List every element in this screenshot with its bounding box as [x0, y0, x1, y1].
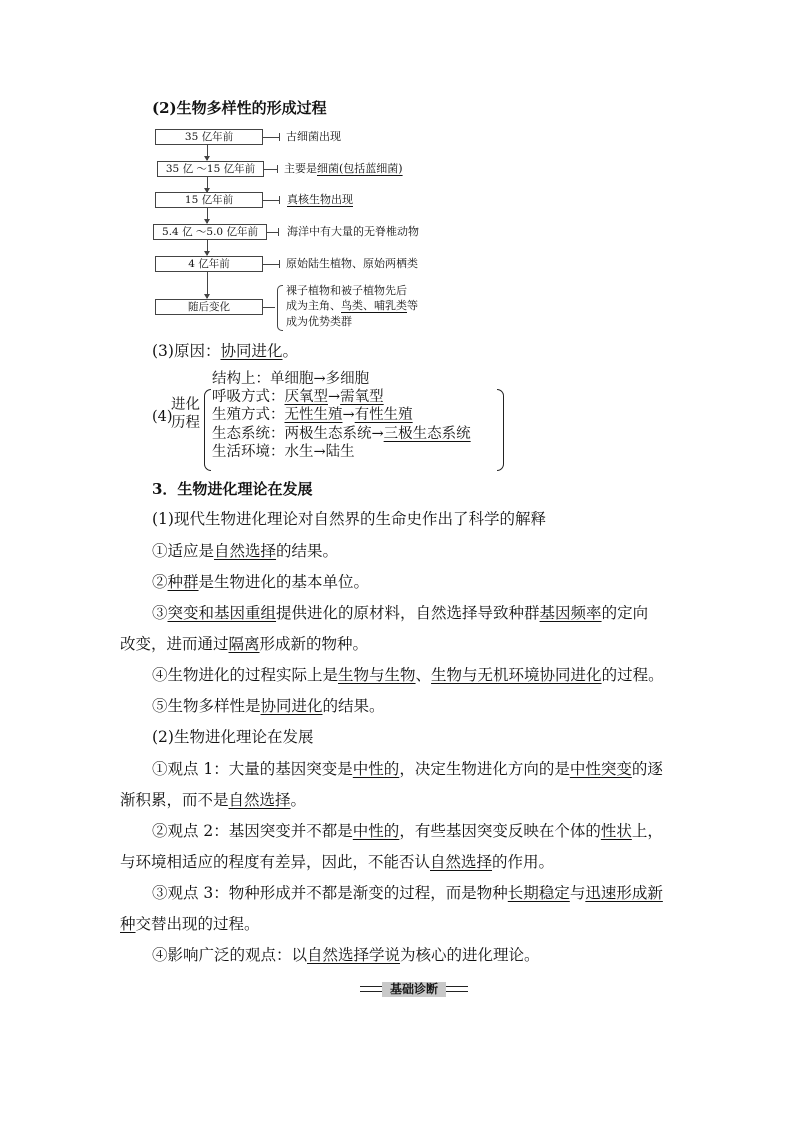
point-3-line1: ③突变和基因重组提供进化的原材料，自然选择导致种群基因频率的定向 — [152, 604, 649, 622]
brace-label-bottom: 历程 — [171, 415, 200, 431]
point-5: ⑤生物多样性是协同进化的结果。 — [152, 697, 385, 715]
brace-bracket — [277, 285, 283, 331]
connector-line — [263, 200, 279, 201]
connector-bar — [279, 133, 280, 141]
timeline-time-box: 随后变化 — [155, 299, 263, 315]
down-arrow-icon — [207, 240, 208, 255]
timeline-desc: 原始陆生植物、原始两栖类 — [286, 257, 418, 270]
timeline-desc: 裸子植物和被子植物先后 — [286, 284, 407, 297]
item-number: (4) — [152, 409, 173, 425]
section-tag-label: 基础诊断 — [382, 982, 446, 997]
timeline-time-box: 5.4 亿 ～5.0 亿年前 — [153, 224, 267, 240]
right-brace — [497, 389, 504, 471]
view-2-line1: ②观点 2：基因突变并不都是中性的，有些基因突变反映在个体的性状上， — [152, 822, 663, 840]
down-arrow-icon — [207, 145, 208, 160]
timeline-desc: 真核生物出现 — [287, 193, 353, 206]
connector-line — [263, 307, 275, 308]
timeline-desc: 成为主角、鸟类、哺乳类等 — [286, 299, 418, 312]
timeline-time-box: 35 亿年前 — [155, 129, 263, 145]
down-arrow-icon — [207, 177, 208, 192]
tag-left-rule — [360, 986, 382, 992]
point-4: ④生物进化的过程实际上是生物与生物、生物与无机环境协同进化的过程。 — [152, 666, 664, 684]
paragraph-heading: (2)生物进化理论在发展 — [152, 728, 314, 746]
connector-bar — [279, 260, 280, 268]
brace-label-top: 进化 — [171, 397, 200, 413]
evolution-row: 生殖方式：无性生殖→有性生殖 — [212, 407, 413, 423]
timeline-desc: 海洋中有大量的无脊椎动物 — [287, 225, 419, 238]
view-1-line1: ①观点 1：大量的基因突变是中性的，决定生物进化方向的是中性突变的逐 — [152, 760, 663, 778]
view-3-line1: ③观点 3：物种形成并不都是渐变的过程，而是物种长期稳定与迅速形成新 — [152, 884, 663, 902]
timeline-time-box: 15 亿年前 — [155, 192, 263, 208]
view-3-line2: 种交替出现的过程。 — [120, 915, 260, 933]
connector-line — [267, 232, 278, 233]
evolution-row: 结构上：单细胞→多细胞 — [212, 371, 370, 387]
connector-line — [264, 169, 277, 170]
left-brace — [204, 389, 211, 471]
down-arrow-icon — [207, 208, 208, 223]
view-4: ④影响广泛的观点：以自然选择学说为核心的进化理论。 — [152, 946, 540, 964]
point-3-line2: 改变，进而通过隔离形成新的物种。 — [120, 635, 369, 653]
timeline-desc: 主要是细菌(包括蓝细菌) — [284, 162, 403, 175]
point-2: ②种群是生物进化的基本单位。 — [152, 573, 370, 591]
timeline-desc: 成为优势类群 — [286, 315, 352, 328]
timeline-time-box: 35 亿 ～15 亿年前 — [157, 161, 264, 177]
section-tag — [360, 982, 468, 996]
view-2-line2: 与环境相适应的程度有差异，因此，不能否认自然选择的作用。 — [120, 853, 555, 871]
connector-bar — [277, 165, 278, 173]
cause-line: (3)原因：协同进化。 — [152, 342, 298, 360]
section-heading-diversity: (2)生物多样性的形成过程 — [152, 99, 327, 117]
connector-line — [263, 137, 279, 138]
evolution-row: 生态系统：两极生态系统→三极生态系统 — [212, 426, 471, 442]
connector-line — [263, 264, 279, 265]
section-title: 3．生物进化理论在发展 — [152, 480, 313, 498]
down-arrow-icon — [207, 272, 208, 298]
view-1-line2: 渐积累，而不是自然选择。 — [120, 791, 307, 809]
tag-right-rule — [446, 986, 468, 992]
connector-bar — [279, 196, 280, 204]
timeline-desc: 古细菌出现 — [286, 130, 341, 143]
connector-bar — [278, 228, 279, 236]
evolution-row: 呼吸方式：厌氧型→需氧型 — [212, 389, 384, 405]
paragraph-heading: (1)现代生物进化理论对自然界的生命史作出了科学的解释 — [152, 510, 546, 528]
point-1: ①适应是自然选择的结果。 — [152, 542, 339, 560]
evolution-row: 生活环境：水生→陆生 — [212, 444, 355, 460]
timeline-time-box: 4 亿年前 — [155, 256, 263, 272]
